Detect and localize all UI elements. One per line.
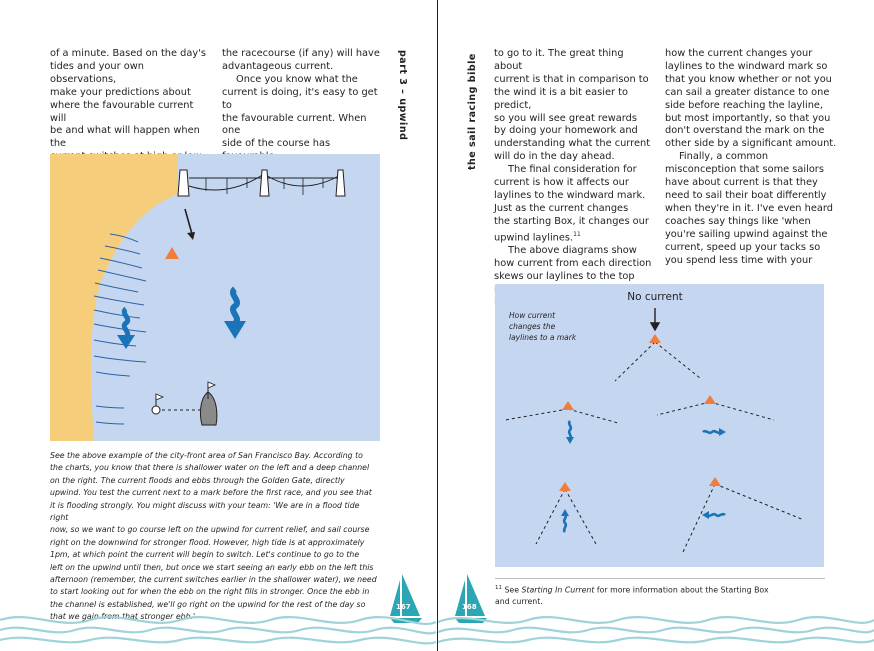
caption-line: on the right. The current floods and ebbs through the Golden Gate, directly (50, 475, 345, 485)
page-number: 167 (396, 603, 411, 611)
text-line: make your predictions about (50, 86, 191, 98)
text-line: the starting Box, it changes our (494, 215, 649, 227)
bay-caption (50, 450, 380, 624)
caption-line: it is flooding strongly. You might discuss with your team: 'We are in a flood tide right (50, 500, 360, 523)
footnote-line (495, 583, 825, 596)
footnote-text: for more information about the Starting Box (594, 585, 769, 595)
footnote-divider (495, 578, 825, 579)
text-line: current, speed up your tacks so (665, 241, 821, 253)
caption-line: the charts, you know that there is shallower water on the left and a deep channel (50, 463, 370, 473)
text-line: that you know whether or not you (665, 73, 832, 85)
text-line: misconception that some sailors (665, 164, 824, 176)
text-line: be and what will happen when the (50, 125, 200, 150)
text-line: by doing your homework and (494, 125, 638, 137)
text-line: have about current is that they (665, 177, 818, 189)
caption-line: to start looking out for when the ebb on the right fills in stronger. Once the ebb in (50, 587, 370, 597)
text-line: to go to it. The great thing about (494, 48, 624, 72)
caption-line: now, so we want to go course left on the upwind for current relief, and sail course (50, 525, 370, 535)
text-line: how current from each direction (494, 257, 652, 269)
running-header-right: the sail racing bible (467, 53, 478, 170)
page-number: 168 (462, 603, 477, 611)
diagram-note-line: How current (509, 311, 556, 320)
wave-lines (0, 617, 874, 643)
text-line: advantageous current. (222, 60, 334, 72)
text-line: can sail a greater distance to one (665, 86, 830, 98)
text-line: side before reaching the layline, (665, 99, 824, 111)
text-line: understanding what the current (494, 138, 651, 150)
text-line: Just as the current changes (494, 202, 629, 214)
text-line: need to sail their boat differently (665, 189, 827, 201)
text-line: tides and your own observations, (50, 60, 144, 85)
right-text-column-2 (665, 48, 837, 267)
text-line: Once you know what the (236, 73, 358, 85)
text-line: coaches say things like 'when (665, 215, 811, 227)
san-francisco-bay-illustration (50, 154, 380, 441)
text-line: laylines to the windward mark. (494, 189, 646, 201)
diagram-title: No current (627, 291, 683, 303)
text-line: you're sailing upwind against the (665, 228, 828, 240)
footnote (495, 583, 825, 607)
text-line: laylines to the windward mark so (665, 60, 828, 72)
text-line: The above diagrams show (508, 244, 637, 256)
caption-line: afternoon (remember, the current switches earlier in the shallower water), we need (50, 575, 377, 585)
text-line: so you will see great rewards (494, 112, 637, 124)
text-line: will do in the day ahead. (494, 151, 615, 163)
text-line: the racecourse (if any) will have (222, 48, 380, 59)
text-line: other side by a significant amount. (665, 138, 837, 150)
footnote-number: 11 (495, 585, 502, 591)
text-line: the wind it is a bit easier to predict, (494, 86, 628, 111)
caption-line: 1pm, at which point the current will begin to switch. Let's continue to go to the (50, 550, 360, 560)
running-header-left: part 3 – upwind (397, 50, 408, 141)
text-line: The final consideration for (508, 164, 637, 176)
laylines-diagram (495, 284, 824, 567)
text-line: Finally, a common (679, 151, 769, 163)
caption-line: that we gain from that stronger ebb.' (50, 612, 196, 622)
diagram-note-line: changes the (509, 322, 556, 331)
text-line: how the current changes your (665, 48, 813, 59)
text-line: where the favourable current will (50, 99, 194, 124)
text-line: current is how it affects our (494, 177, 629, 189)
text-line: the favourable current. When one (222, 112, 367, 137)
text-line: skews our laylines to the top (494, 270, 635, 282)
text-line: but most importantly, so that you (665, 112, 831, 124)
text-line: when they're in it. I've even heard (665, 202, 833, 214)
text-line: don't overstand the mark on the (665, 125, 825, 137)
text-line: side of the course has (222, 138, 331, 150)
diagram-note-line: laylines to a mark (509, 333, 577, 342)
footnote-reference[interactable]: 11 (573, 230, 581, 238)
text-line: you spend less time with your (665, 254, 813, 266)
caption-line: the channel is established, we'll go right on the upwind for the rest of the day so (50, 599, 366, 609)
text-line: of a minute. Based on the day's (50, 48, 206, 59)
text-line-content: upwind laylines. (494, 231, 574, 243)
footnote-line: and current. (495, 596, 543, 606)
caption-line: right on the downwind for stronger flood. However, high tide is at approximately (50, 537, 365, 547)
caption-line: left on the upwind until then, but once we start seeing an early ebb on the left this (50, 562, 374, 572)
footnote-text: See (504, 585, 522, 595)
right-text-column-1 (494, 48, 654, 309)
caption-line: upwind. You test the current next to a mark before the first race, and you see that (50, 488, 372, 498)
text-line: current is doing, it's easy to get to (222, 86, 378, 111)
footnote-reference-title: Starting In Current (521, 585, 595, 595)
caption-line: See the above example of the city-front area of San Francisco Bay. According to (50, 451, 363, 460)
wave-decoration (0, 606, 874, 651)
text-line (494, 229, 654, 245)
text-line: current is that in comparison to (494, 73, 649, 85)
right-page (437, 0, 874, 651)
